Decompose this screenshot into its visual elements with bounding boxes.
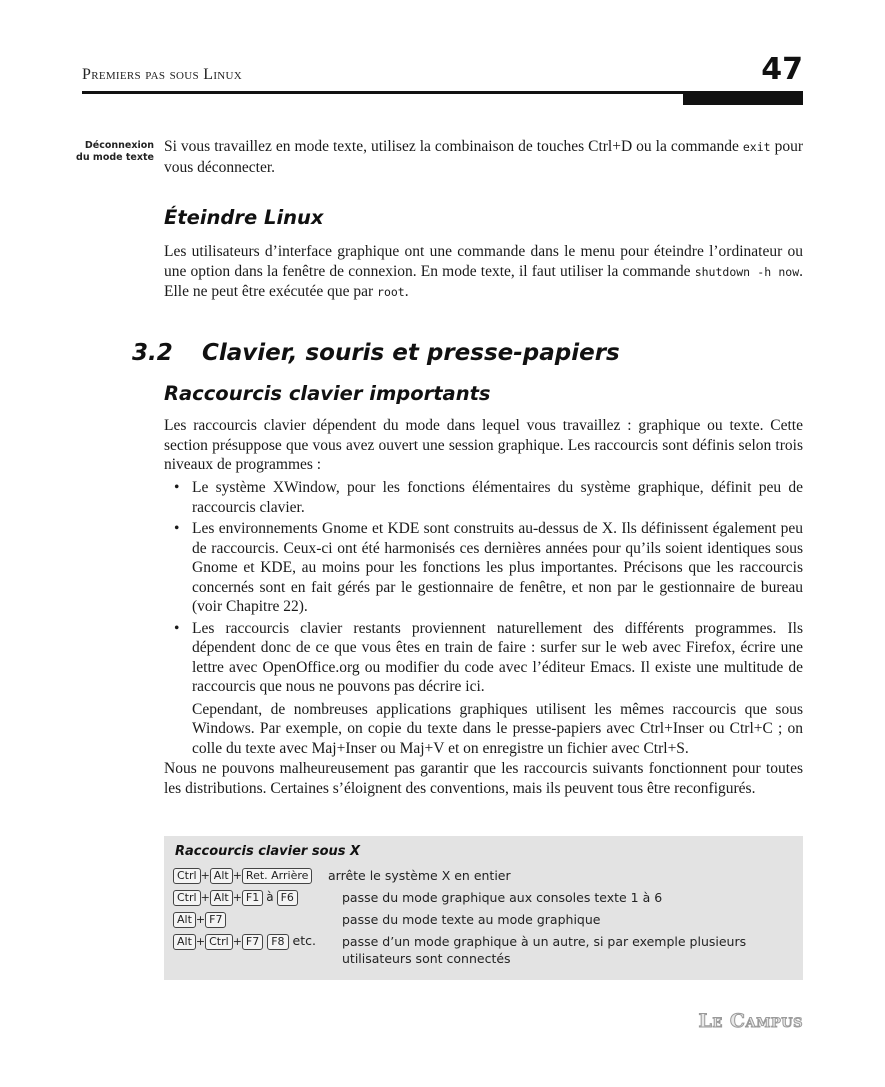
key-cap: F1	[242, 890, 263, 906]
header-bar	[683, 94, 803, 105]
key-cap: F8	[267, 934, 288, 950]
key-cap: Alt	[210, 890, 233, 906]
shortcut-description: passe du mode graphique aux consoles texte 1 à 6	[342, 890, 663, 905]
key-cap: F7	[205, 912, 226, 928]
shortcut-box	[164, 836, 803, 980]
text-run: pour vous déconnecter.	[164, 138, 803, 176]
publisher-logo: Le Campus	[698, 1010, 803, 1032]
key-cap: Ctrl	[205, 934, 233, 950]
inline-code: exit	[742, 140, 771, 154]
key-cap: Ctrl	[173, 890, 201, 906]
section-title: Clavier, souris et presse-papiers	[202, 340, 620, 366]
text-run: Si vous travaillez en mode texte, utilisez la combinaison de touches Ctrl+D ou la commande	[164, 138, 743, 155]
shortcut-keys: Alt + F7	[173, 911, 226, 928]
key-cap: Alt	[210, 868, 233, 884]
subsection-intro: Les raccourcis clavier dépendent du mode dans lequel vous travaillez : graphique ou texte. Cette section présuppose que vous avez ouvert une session graphique. Les raccourcis sont définis selon trois niveaux de programmes :	[164, 417, 803, 473]
margin-note	[72, 140, 154, 164]
list-item-text: • Le système XWindow, pour les fonctions élémentaires du système graphique, définit peu de raccourcis clavier.	[192, 479, 803, 516]
shortcut-keys: Ctrl + Alt + F1 à F6	[173, 889, 298, 906]
section-heading	[132, 340, 620, 366]
margin-note-line: Déconnexion	[84, 140, 154, 151]
text-run: . Elle ne peut être exécutée que par	[164, 262, 804, 300]
key-cap: Ctrl	[173, 868, 201, 884]
text-run: .	[404, 283, 409, 300]
inline-code: root	[377, 285, 405, 299]
heading-eteindre-linux: Éteindre Linux	[164, 206, 324, 229]
shortcut-keys: Ctrl + Alt + Ret. Arrière	[173, 867, 312, 884]
key-cap: F7	[242, 934, 263, 950]
list-item	[164, 478, 803, 517]
list-item	[164, 519, 803, 617]
shortcut-description: passe du mode texte au mode graphique	[342, 912, 601, 927]
key-cap: Alt	[173, 912, 196, 928]
bullet-list	[164, 478, 803, 760]
key-cap: Ret. Arrière	[242, 868, 312, 884]
list-item-continuation: Cependant, de nombreuses applications graphiques utilisent les mêmes raccourcis que sous Windows. Par exemple, on copie du texte dans le presse-papiers avec Ctrl+Inser ou Ctrl+C ; on colle du texte avec Maj+Inser ou Maj+V et on enregistre un fichier avec Ctrl+S.	[192, 700, 803, 757]
list-item-text: • Les raccourcis clavier restants proviennent naturellement des différents programmes. Ils dépendent donc de ce que vous êtes en train de faire : surfer sur le web avec Firefox, écrire une lettre avec OpenOffice.org ou modifier du code avec l’éditeur Emacs. Il existe une multitude de raccourcis que nous ne pouvons pas décrire ici.	[192, 619, 803, 695]
key-cap: Alt	[173, 934, 196, 950]
intro-paragraph	[164, 137, 803, 177]
key-cap: F6	[277, 890, 298, 906]
margin-note-line: du mode texte	[76, 152, 154, 163]
eteindre-paragraph	[164, 242, 803, 303]
shortcut-suffix: etc.	[292, 933, 316, 948]
shortcut-description: passe d’un mode graphique à un autre, si par exemple plusieurs utilisateurs sont connectés	[342, 934, 747, 966]
section-number: 3.2	[132, 340, 173, 366]
inline-code: shutdown -h now	[694, 264, 800, 279]
list-item-text: • Les environnements Gnome et KDE sont construits au-dessus de X. Ils définissent également peu de raccourcis. Ceux-ci ont été harmonisés ces dernières années pour qu’ils soient identiques sous Gnome et KDE, au moins pour les fonctions les plus importantes. Précisons que les raccourcis concernés sont en fait gérés par le gestionnaire de fenêtre, et non par le gestionnaire de bureau (voir Chapitre 22).	[192, 520, 803, 615]
range-separator: à	[266, 890, 274, 904]
closing-paragraph: Nous ne pouvons malheureusement pas garantir que les raccourcis suivants fonctionnent pour toutes les distributions. Certaines s’éloignent des conventions, mais ils peuvent tous être reconfigurés.	[164, 760, 803, 797]
text-run: Les utilisateurs d’interface graphique ont une commande dans le menu pour éteindre l’ordinateur ou une option dans la fenêtre de connexion. En mode texte, il faut utiliser la commande	[164, 243, 803, 280]
page-number: 47	[761, 52, 803, 87]
subsection-heading: Raccourcis clavier importants	[164, 382, 491, 405]
list-item	[164, 619, 803, 759]
shortcut-box-title: Raccourcis clavier sous X	[175, 844, 361, 859]
shortcut-description: arrête le système X en entier	[328, 868, 511, 883]
shortcut-keys: Alt + Ctrl + F7 F8 etc.	[173, 933, 316, 950]
running-head: Premiers pas sous Linux	[82, 66, 243, 83]
